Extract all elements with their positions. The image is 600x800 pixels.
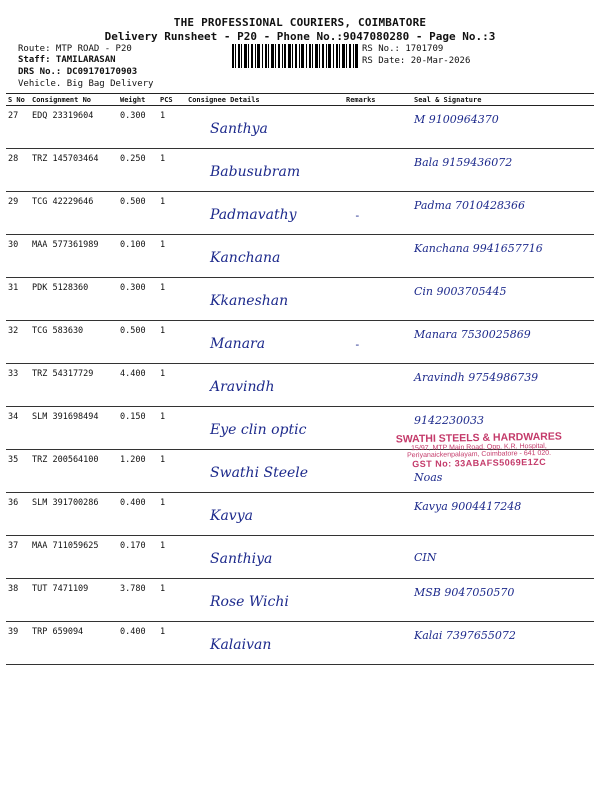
row-pcs: 1 — [158, 407, 186, 450]
row-pcs: 1 — [158, 364, 186, 407]
seal-signature: M 9100964370 — [414, 113, 499, 126]
row-sno: 27 — [6, 106, 30, 149]
row-consignment-no: MAA 711059625 — [30, 536, 118, 579]
row-consignment-no: TUT 7471109 — [30, 579, 118, 622]
seal-signature: MSB 9047050570 — [414, 586, 515, 599]
table-row — [6, 622, 594, 665]
consignee-signature: Kalaivan — [210, 637, 272, 653]
row-pcs: 1 — [158, 278, 186, 321]
consignee-signature: Rose Wichi — [210, 594, 289, 610]
row-sno: 37 — [6, 536, 30, 579]
seal-signature: Padma 7010428366 — [414, 199, 525, 212]
runsheet-subtitle: Delivery Runsheet - P20 - Phone No.:9047080280 - Page No.:3 — [104, 30, 496, 43]
table-row — [6, 106, 594, 149]
col-header-sno: S No — [6, 94, 30, 106]
consignee-signature: Swathi Steele — [210, 465, 309, 481]
consignee-signature: Babusubram — [210, 164, 301, 180]
consignee-signature: Kavya — [210, 508, 253, 524]
row-consignment-no: TRZ 200564100 — [30, 450, 118, 493]
row-consignment-no: EDQ 23319604 — [30, 106, 118, 149]
table-row — [6, 536, 594, 579]
col-header-weight: Weight — [118, 94, 158, 106]
table-row — [6, 149, 594, 192]
row-weight: 1.200 — [118, 450, 158, 493]
col-header-consignment: Consignment No — [30, 94, 118, 106]
row-pcs: 1 — [158, 149, 186, 192]
seal-signature: Kavya 9004417248 — [414, 500, 522, 513]
table-row — [6, 278, 594, 321]
row-sno: 29 — [6, 192, 30, 235]
seal-signature: Manara 7530025869 — [414, 328, 531, 341]
row-consignment-no: PDK 5128360 — [30, 278, 118, 321]
row-remark: - — [354, 338, 361, 351]
consignee-signature: Padmavathy — [210, 207, 297, 223]
row-consignment-no: TCG 583630 — [30, 321, 118, 364]
consignee-signature: Santhiya — [210, 551, 273, 567]
stamp-company-name: SWATHI STEELS & HARDWARES — [395, 430, 562, 446]
seal-signature: Kanchana 9941657716 — [414, 242, 543, 255]
seal-signature: Noas — [414, 471, 443, 484]
runsheet-table — [6, 93, 594, 665]
stamp-gst-number: GST No: 33ABAFS5069E1ZC — [412, 456, 547, 470]
row-sno: 36 — [6, 493, 30, 536]
row-weight: 0.300 — [118, 278, 158, 321]
vehicle-label: Vehicle. Big Bag Delivery — [18, 79, 154, 89]
seal-signature: Bala 9159436072 — [414, 156, 513, 169]
seal-signature: Aravindh 9754986739 — [414, 371, 539, 384]
table-row — [6, 579, 594, 622]
row-weight: 0.150 — [118, 407, 158, 450]
consignee-signature: Santhya — [210, 121, 268, 137]
table-row — [6, 192, 594, 235]
table-row — [6, 493, 594, 536]
row-weight: 0.170 — [118, 536, 158, 579]
drs-label: DRS No.: DC09170170903 — [18, 67, 138, 77]
company-title: THE PROFESSIONAL COURIERS, COIMBATORE — [173, 16, 427, 29]
row-weight: 0.500 — [118, 321, 158, 364]
row-consignment-no: TRZ 145703464 — [30, 149, 118, 192]
col-header-remarks: Remarks — [344, 94, 394, 106]
row-pcs: 1 — [158, 579, 186, 622]
row-consignment-no: SLM 391700286 — [30, 493, 118, 536]
consignee-signature: Eye clin optic — [210, 422, 307, 438]
row-pcs: 1 — [158, 493, 186, 536]
col-header-consignee: Consignee Details — [186, 94, 344, 106]
row-remark: - — [354, 209, 361, 222]
consignee-signature: Aravindh — [210, 379, 275, 395]
seal-signature: CIN — [414, 551, 437, 564]
row-sno: 34 — [6, 407, 30, 450]
row-sno: 38 — [6, 579, 30, 622]
table-row — [6, 364, 594, 407]
company-stamp — [384, 430, 575, 469]
row-sno: 32 — [6, 321, 30, 364]
row-consignment-no: TCG 42229646 — [30, 192, 118, 235]
row-sno: 35 — [6, 450, 30, 493]
row-sno: 31 — [6, 278, 30, 321]
row-sno: 39 — [6, 622, 30, 665]
row-consignment-no: SLM 391698494 — [30, 407, 118, 450]
row-weight: 0.250 — [118, 149, 158, 192]
row-pcs: 1 — [158, 321, 186, 364]
row-weight: 4.400 — [118, 364, 158, 407]
seal-signature: Kalai 7397655072 — [414, 629, 516, 642]
row-pcs: 1 — [158, 450, 186, 493]
stamp-address-line: 15/97, MTP Main Road, Opp. K.R. Hospital, — [411, 442, 547, 453]
row-consignment-no: TRP 659094 — [30, 622, 118, 665]
row-weight: 0.100 — [118, 235, 158, 278]
rs-number: RS No.: 1701709 — [362, 44, 444, 54]
row-weight: 3.780 — [118, 579, 158, 622]
row-pcs: 1 — [158, 235, 186, 278]
seal-signature: Cin 9003705445 — [414, 285, 507, 298]
row-consignment-no: TRZ 54317729 — [30, 364, 118, 407]
table-header-row — [6, 94, 594, 106]
row-pcs: 1 — [158, 192, 186, 235]
col-header-pcs: PCS — [158, 94, 186, 106]
barcode-icon — [232, 44, 358, 68]
row-pcs: 1 — [158, 536, 186, 579]
row-sno: 33 — [6, 364, 30, 407]
consignee-signature: Manara — [210, 336, 266, 352]
table-row — [6, 235, 594, 278]
route-label: Route: MTP ROAD - P20 — [18, 44, 132, 54]
consignee-signature: Kkaneshan — [210, 293, 289, 309]
rs-date: RS Date: 20-Mar-2026 — [362, 56, 471, 66]
row-consignment-no: MAA 577361989 — [30, 235, 118, 278]
consignee-signature: Kanchana — [210, 250, 281, 266]
row-pcs: 1 — [158, 622, 186, 665]
row-weight: 0.400 — [118, 493, 158, 536]
stamp-address-line: Periyanaickenpalayam, Coimbatore - 641 020. — [407, 449, 552, 460]
table-row — [6, 321, 594, 364]
row-sno: 28 — [6, 149, 30, 192]
row-sno: 30 — [6, 235, 30, 278]
row-weight: 0.300 — [118, 106, 158, 149]
row-pcs: 1 — [158, 106, 186, 149]
seal-signature: 9142230033 — [414, 414, 484, 427]
row-weight: 0.500 — [118, 192, 158, 235]
row-weight: 0.400 — [118, 622, 158, 665]
col-header-seal: Seal & Signature — [394, 94, 594, 106]
staff-label: Staff: TAMILARASAN — [18, 55, 116, 65]
